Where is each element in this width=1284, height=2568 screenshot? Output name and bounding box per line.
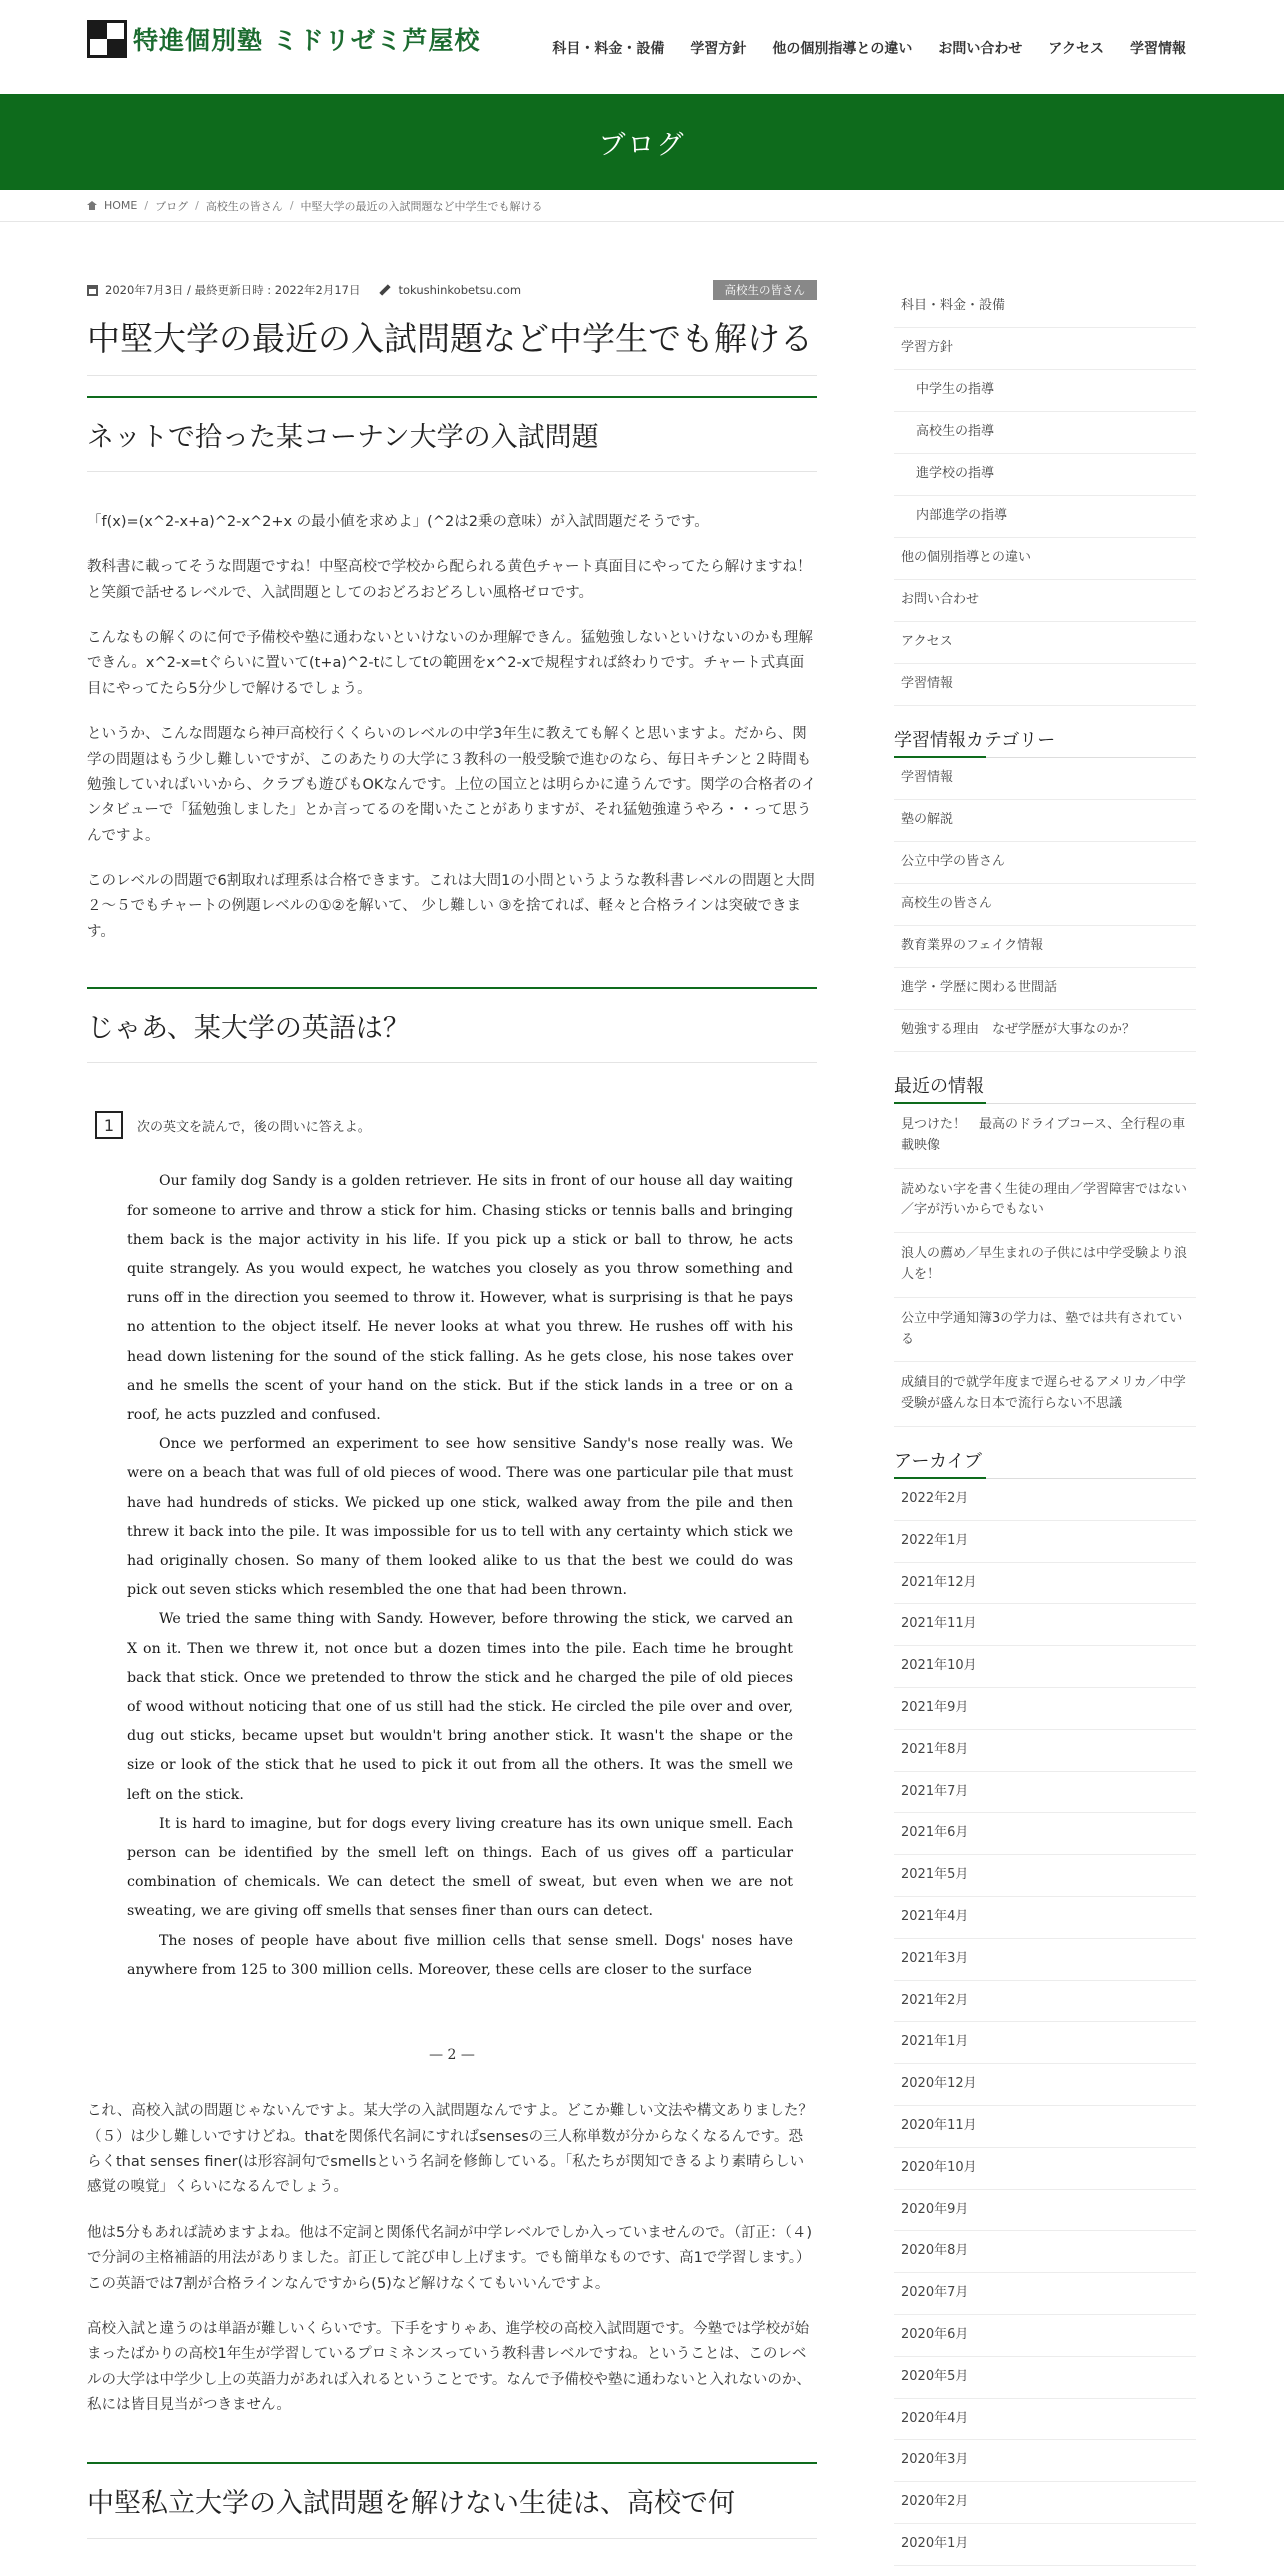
- paragraph: 教科書に載ってそうな問題ですね！中堅高校で学校から配られる黄色チャート真面目にやってたら解けますね！と笑顔で話せるレベルで、入試問題としてのおどろおどろしい風格ゼロです。: [87, 559, 812, 601]
- paragraph: これ、高校入試の問題じゃないんですよ。某大学の入試問題なんですよ。どこか難しい文法や構文ありました？（５）は少し難しいですけどね。thatを関係代名詞にすればsensesの三人称単数が分からなくなるんです。恐らくthat senses finer(は形容詞句でsmellsという名詞を修飾している。「私たちが関知できるより素晴らしい感覚の嗅覚」くらいになるんでしょう。: [87, 2103, 813, 2196]
- page-title: ブログ: [598, 129, 686, 161]
- archive-item-23[interactable]: 2020年3月: [894, 2440, 1196, 2482]
- breadcrumb-current: 中堅大学の最近の入試問題など中学生でも解ける: [300, 199, 543, 213]
- breadcrumb-home[interactable]: HOME: [104, 199, 138, 212]
- exam-paragraph: It is hard to imagine, but for dogs every living creature has its own unique smell. Each person can be identified by the smell left on things. Each of us gives off a particular combination of chemicals. We can detect the smell of sweat, but even when we are not sweating, we are giving off smells that senses finer than ours can detect.: [127, 1815, 793, 1920]
- nav-item-courses[interactable]: 科目・料金・設備: [552, 41, 665, 57]
- sidebar-item-8[interactable]: アクセス: [894, 622, 1196, 664]
- category-item-0[interactable]: 学習情報: [894, 758, 1196, 800]
- logo-mark-icon: [87, 20, 127, 58]
- archive-item-21[interactable]: 2020年5月: [894, 2357, 1196, 2399]
- archive-item-17[interactable]: 2020年9月: [894, 2190, 1196, 2232]
- page-title-band: [0, 94, 1284, 190]
- category-item-5[interactable]: 進学・学歴に関わる世間話: [894, 968, 1196, 1010]
- breadcrumb-separator: /: [289, 199, 294, 212]
- archive-item-20[interactable]: 2020年6月: [894, 2315, 1196, 2357]
- archive-item-18[interactable]: 2020年8月: [894, 2231, 1196, 2273]
- archive-item-0[interactable]: 2022年2月: [894, 1479, 1196, 1521]
- archive-item-4[interactable]: 2021年10月: [894, 1646, 1196, 1688]
- archive-item-11[interactable]: 2021年3月: [894, 1939, 1196, 1981]
- exam-instruction: 次の英文を読んで，後の問いに答えよ。: [137, 1119, 371, 1135]
- archive-item-8[interactable]: 2021年6月: [894, 1813, 1196, 1855]
- archive-item-10[interactable]: 2021年4月: [894, 1897, 1196, 1939]
- post-title: 中堅大学の最近の入試問題など中学生でも解ける: [87, 318, 817, 376]
- exam-paragraph: Our family dog Sandy is a golden retriever. He sits in front of our house all day waiting for someone to arrive and throw a stick for him. Chasing sticks or tennis balls and bringing them back is the major activity in his life. If you pick up a stick or ball to throw, he acts quite strangely. As you would expect, he watches you closely as you throw something and runs off in the direction you seemed to throw it. However, what is surprising is that he pays no attention to the object itself. He never looks at what you threw. He rushes off with his head down listening for the sound of the stick falling. As he gets close, his nose takes over and he smells the scent of your hand on the stick. But if the stick lands in a tree or on a roof, he acts puzzled and confused.: [127, 1173, 793, 1423]
- recent-post-4[interactable]: 成績目的で就学年度まで遅らせるアメリカ／中学受験が盛んな日本で流行らない不思議: [894, 1362, 1196, 1427]
- archive-list: [894, 1479, 1196, 2566]
- paragraph: このレベルの問題で6割取れば理系は合格できます。これは大問1の小問というような教科書レベルの問題と大問２～５でもチャートの例題レベルの①②を解いて、 少し難しい ③を捨てれば、軽々と合格ラインは突破できます。: [87, 873, 815, 940]
- recent-post-3[interactable]: 公立中学通知簿3の学力は、塾では共有されている: [894, 1298, 1196, 1363]
- pencil-icon: [379, 284, 390, 295]
- recent-list: [894, 1104, 1196, 1427]
- section-heading: 中堅私立大学の入試問題を解けない生徒は、高校で何: [87, 2462, 817, 2538]
- paragraph: というか、こんな問題なら神戸高校行くくらいのレベルの中学3年生に教えても解くと思いますよ。だから、関学の問題はもう少し難しいですが、このあたりの大学に３教科の一般受験で進むのなら、毎日キチンと２時間も勉強していればいいから、クラブも遊びもOKなんです。上位の国立とは明らかに違うんです。関学の合格者のインタビューで「猛勉強しました」とか言ってるのを聞いたことがありますが、それ猛勉強違うやろ・・って思うんですよ。: [87, 726, 817, 844]
- sidebar-item-1[interactable]: 学習方針: [894, 328, 1196, 370]
- archive-item-5[interactable]: 2021年9月: [894, 1688, 1196, 1730]
- recent-title: 最近の情報: [894, 1072, 1196, 1104]
- section-heading: じゃあ、某大学の英語は？: [87, 987, 817, 1063]
- exam-paragraph: Once we performed an experiment to see how sensitive Sandy's nose really was. We were on a beach that was full of old pieces of wood. There was one particular pile that must have had hundreds of sticks. We picked up one stick, walked away from the pile and then threw it back into the pile. It was impossible for us to tell with any certainty which stick we had originally chosen. So many of them looked alike to us that the best we could do was pick out seven sticks which resembled the one that had been thrown.: [127, 1436, 793, 1599]
- exam-passage: [127, 1167, 793, 1985]
- recent-post-1[interactable]: 読めない字を書く生徒の理由／学習障害ではない／字が汚いからでもない: [894, 1169, 1196, 1234]
- nav-item-policy[interactable]: 学習方針: [690, 41, 747, 57]
- sidebar-item-7[interactable]: お問い合わせ: [894, 580, 1196, 622]
- sidebar-item-9[interactable]: 学習情報: [894, 664, 1196, 706]
- exam-paragraph: We tried the same thing with Sandy. However, before throwing the stick, we carved an X on it. Then we threw it, not once but a dozen times into the pile. Each time he brought back that stick. Once we pretended to throw the stick and he charged the pile of old pieces of wood without noticing that one of us still had the stick. He circled the pile over and over, dug out sticks, became upset but wouldn't bring another stick. It wasn't the shape or the size or look of the stick that he used to pick it out from all the others. It was the smell we left on the stick.: [127, 1611, 793, 1803]
- sidebar-menu: [894, 286, 1196, 706]
- archive-item-7[interactable]: 2021年7月: [894, 1772, 1196, 1814]
- logo-text: 特進個別塾 ミドリゼミ芦屋校: [133, 26, 481, 55]
- breadcrumb-blog[interactable]: ブログ: [155, 199, 189, 213]
- exam-question-number: 1: [95, 1111, 123, 1139]
- archive-item-25[interactable]: 2020年1月: [894, 2524, 1196, 2566]
- paragraph: 高校入試と違うのは単語が難しいくらいです。下手をすりゃあ、進学校の高校入試問題です。今塾では学校が始まったばかりの高校1年生が学習しているプロミネンスっていう教科書レベルですね。ということは、このレベルの大学は中学少し上の英語力があれば入れるということです。なんで予備校や塾に通わないと入れないのか、私には皆目見当がつきません。: [87, 2320, 811, 2414]
- breadcrumb-category[interactable]: 高校生の皆さん: [205, 199, 283, 213]
- nav-item-contact[interactable]: お問い合わせ: [938, 41, 1023, 57]
- exam-paragraph: The noses of people have about five million cells that sense smell. Dogs' noses have anywhere from 125 to 300 million cells. Moreover, these cells are closer to the surface: [127, 1932, 793, 1978]
- archive-item-12[interactable]: 2021年2月: [894, 1981, 1196, 2023]
- category-list: [894, 758, 1196, 1052]
- site-logo[interactable]: [87, 20, 480, 58]
- archive-item-1[interactable]: 2022年1月: [894, 1521, 1196, 1563]
- paragraph: 他は5分もあれば読めますよね。他は不定詞と関係代名詞が中学レベルでしか入っていませんので。（訂正：（４)で分詞の主格補語的用法がありました。訂正して詫び申し上げます。でも簡単なものです、高1で学習します。）この英語では7割が合格ラインなんですから(5)など解けなくてもいいんですよ。: [87, 2224, 813, 2292]
- sidebar-subitem-2[interactable]: 中学生の指導: [894, 370, 1196, 412]
- site-header: [0, 0, 1284, 94]
- sidebar-item-6[interactable]: 他の個別指導との違い: [894, 538, 1196, 580]
- archive-item-15[interactable]: 2020年11月: [894, 2106, 1196, 2148]
- exam-image: [87, 1111, 817, 2063]
- archive-title: アーカイブ: [894, 1447, 1196, 1479]
- category-badge[interactable]: 高校生の皆さん: [713, 280, 818, 300]
- category-item-6[interactable]: 勉強する理由 なぜ学歴が大事なのか？: [894, 1010, 1196, 1052]
- archive-item-24[interactable]: 2020年2月: [894, 2482, 1196, 2524]
- post-date: 2020年7月3日 / 最終更新日時 : 2022年2月17日: [105, 283, 361, 297]
- post-author[interactable]: tokushinkobetsu.com: [398, 283, 522, 297]
- recent-post-2[interactable]: 浪人の薦め／早生まれの子供には中学受験より浪人を！: [894, 1233, 1196, 1298]
- nav-item-info[interactable]: 学習情報: [1130, 41, 1186, 57]
- category-item-3[interactable]: 高校生の皆さん: [894, 884, 1196, 926]
- nav-item-difference[interactable]: 他の個別指導との違い: [772, 41, 913, 57]
- post-meta: [87, 280, 817, 300]
- sidebar-subitem-5[interactable]: 内部進学の指導: [894, 496, 1196, 538]
- archive-item-14[interactable]: 2020年12月: [894, 2064, 1196, 2106]
- category-item-4[interactable]: 教育業界のフェイク情報: [894, 926, 1196, 968]
- breadcrumb-separator: /: [144, 199, 149, 212]
- archive-item-13[interactable]: 2021年1月: [894, 2022, 1196, 2064]
- archive-item-3[interactable]: 2021年11月: [894, 1604, 1196, 1646]
- exam-page-number: — 2 —: [429, 2047, 475, 2064]
- categories-title: 学習情報カテゴリー: [894, 726, 1196, 758]
- paragraph: こんなもの解くのに何で予備校や塾に通わないといけないのか理解できん。猛勉強しないといけないのかも理解できん。x^2-x=tぐらいに置いて(t+a)^2-tにしてtの範囲をx^2-xで規程すれば終わりです。チャート式真面目にやってたら5分少しで解けるでしょう。: [87, 630, 813, 697]
- nav-item-access[interactable]: アクセス: [1048, 41, 1104, 57]
- sidebar-item-0[interactable]: 科目・料金・設備: [894, 286, 1196, 328]
- recent-post-0[interactable]: 見つけた！ 最高のドライブコース、全行程の車載映像: [894, 1104, 1196, 1169]
- post-content: [87, 280, 817, 2539]
- calendar-icon: [87, 285, 98, 296]
- archive-item-6[interactable]: 2021年8月: [894, 1730, 1196, 1772]
- archive-item-22[interactable]: 2020年4月: [894, 2399, 1196, 2441]
- home-icon: [87, 201, 97, 210]
- global-nav: [552, 38, 1186, 58]
- category-item-2[interactable]: 公立中学の皆さん: [894, 842, 1196, 884]
- sidebar: [894, 286, 1196, 2566]
- breadcrumb-separator: /: [195, 199, 199, 212]
- archive-item-2[interactable]: 2021年12月: [894, 1563, 1196, 1605]
- sidebar-subitem-4[interactable]: 進学校の指導: [894, 454, 1196, 496]
- archive-item-16[interactable]: 2020年10月: [894, 2148, 1196, 2190]
- sidebar-subitem-3[interactable]: 高校生の指導: [894, 412, 1196, 454]
- exam-question-header: [95, 1111, 817, 1139]
- archive-item-19[interactable]: 2020年7月: [894, 2273, 1196, 2315]
- section-heading: ネットで拾った某コーナン大学の入試問題: [87, 396, 817, 472]
- category-item-1[interactable]: 塾の解説: [894, 800, 1196, 842]
- archive-item-9[interactable]: 2021年5月: [894, 1855, 1196, 1897]
- breadcrumb: [0, 190, 1284, 222]
- paragraph: 「f(x)=(x^2-x+a)^2-x^2+x の最小値を求めよ」(^2は2乗の意味）が入試問題だそうです。: [87, 513, 709, 530]
